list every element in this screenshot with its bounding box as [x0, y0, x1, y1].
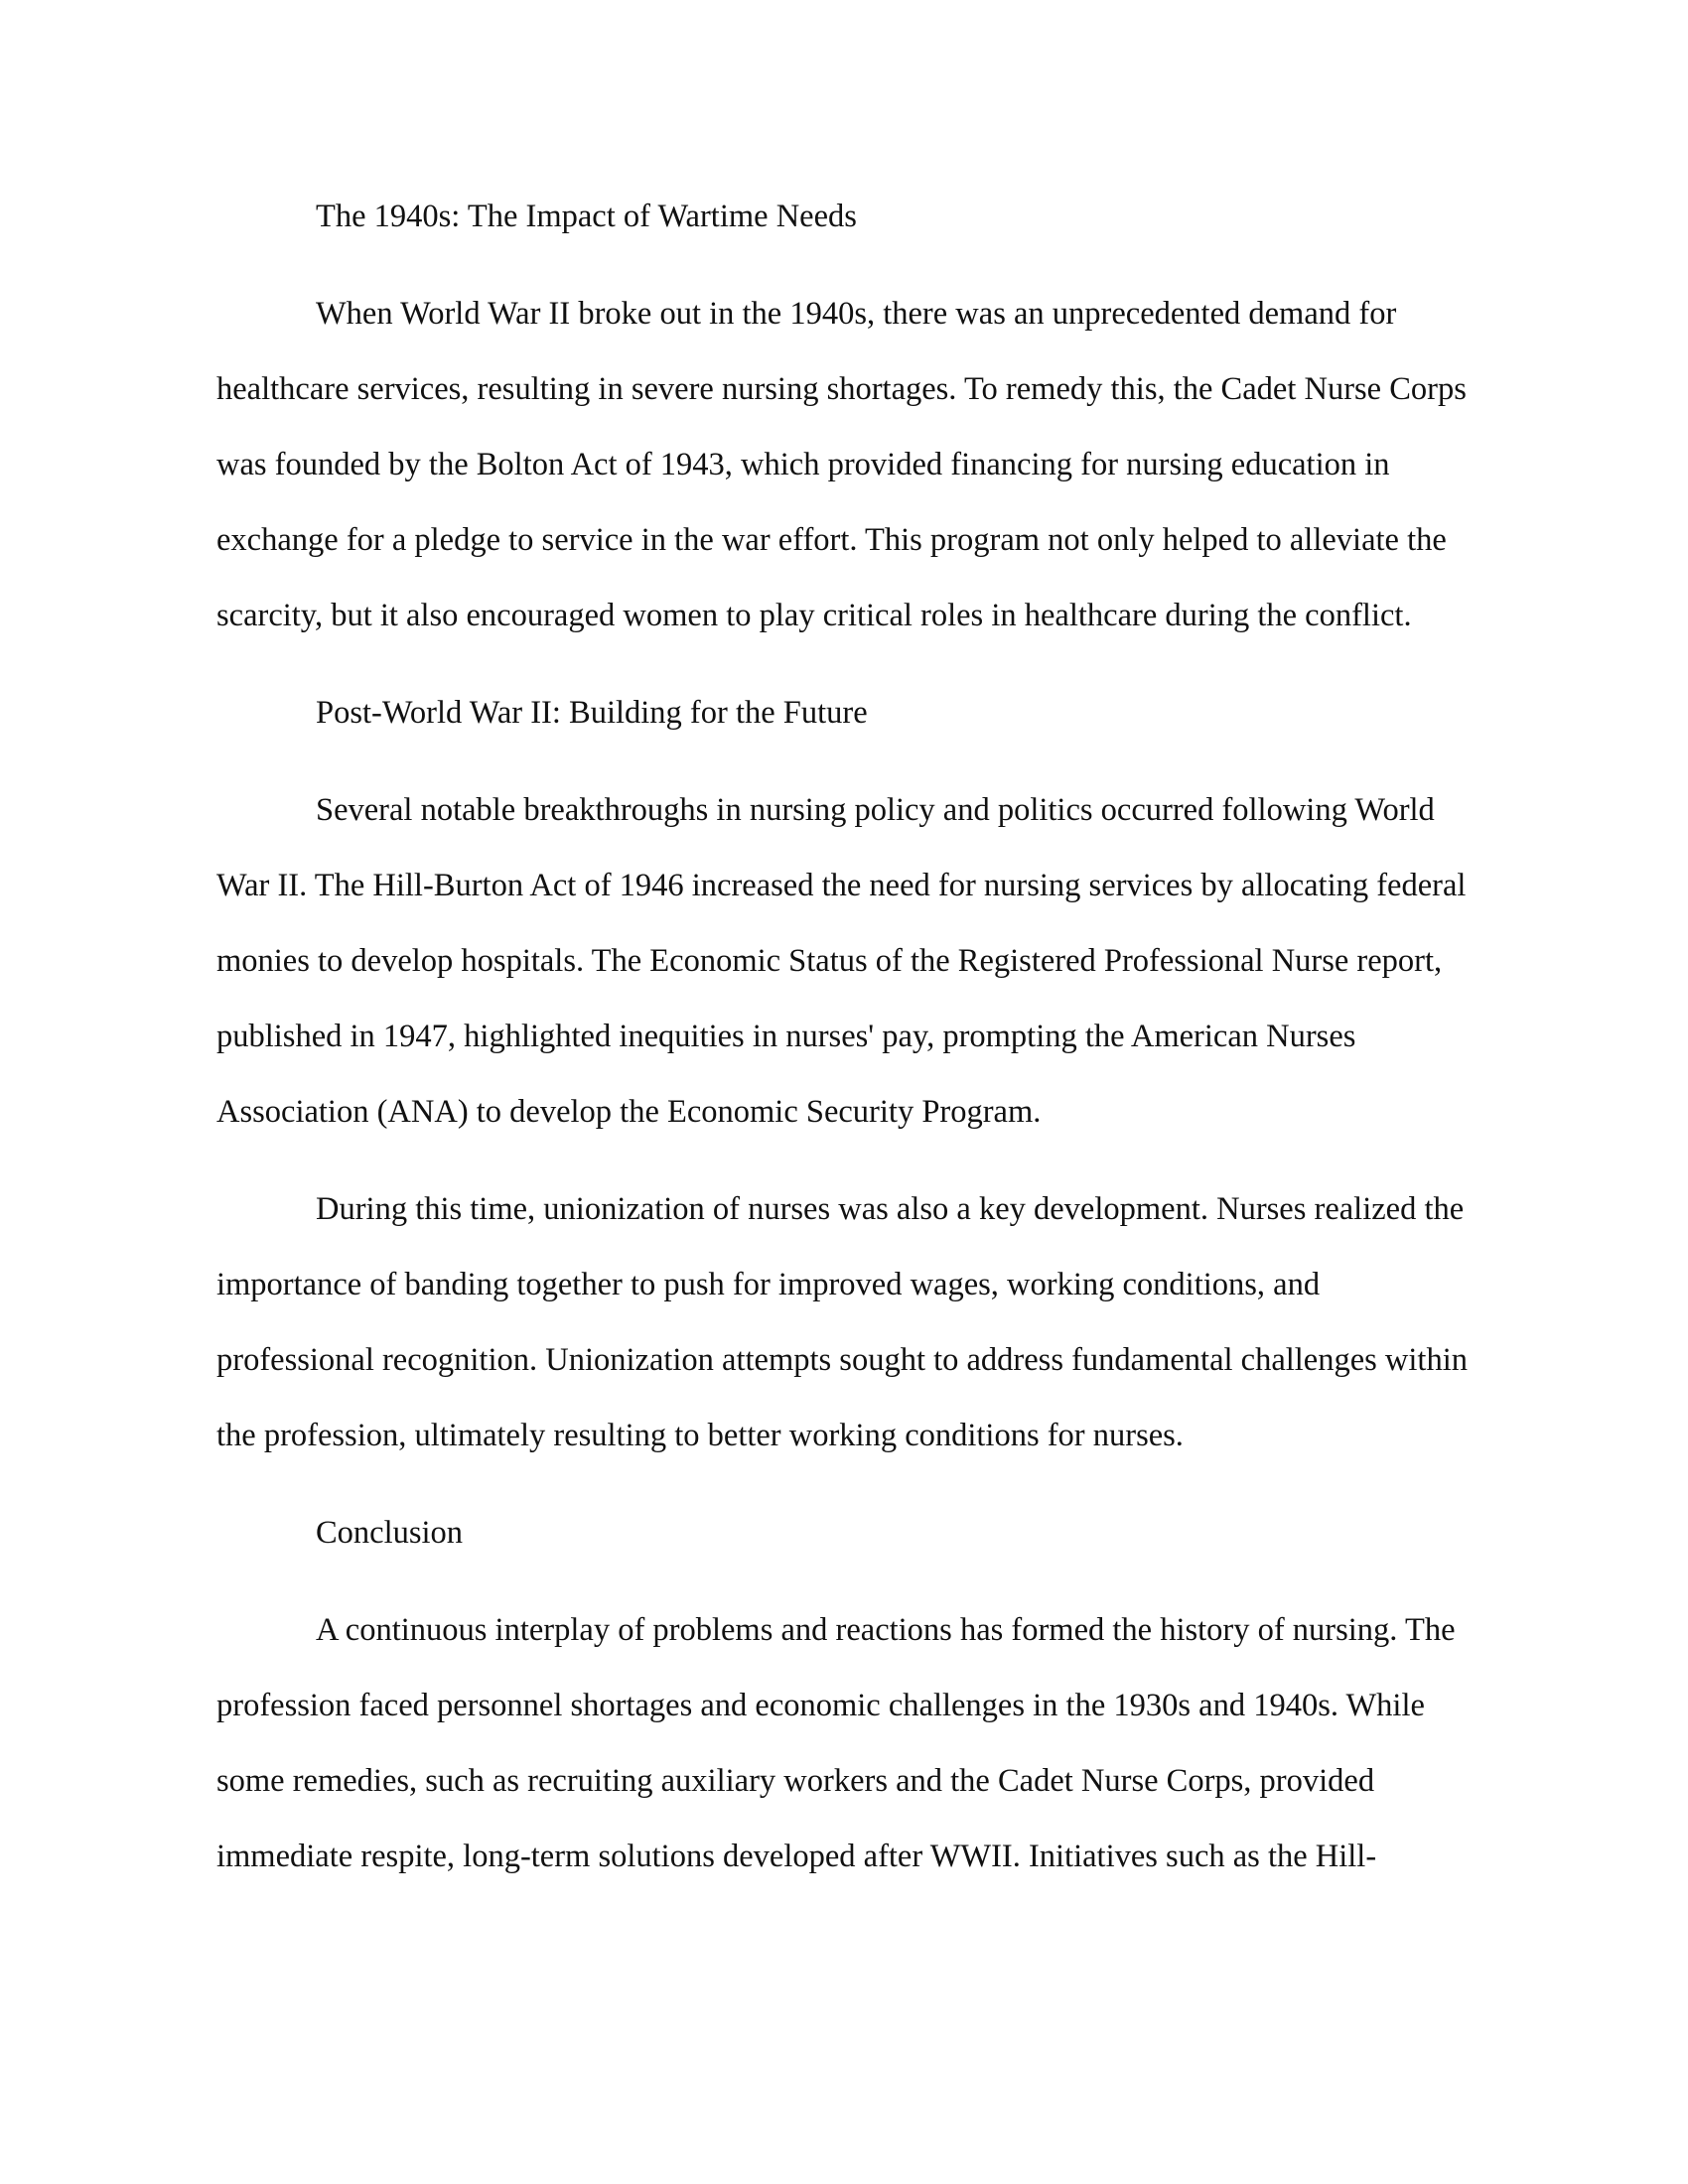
paragraph-wartime: When World War II broke out in the 1940s, there was an unprecedented demand for healthcare services, resulting in severe nursing shortages. To remedy this, the Cadet Nurse Corps was founded by the Bolton Act of 1943, which provided financing for nursing education in exchange for a pledge to service in the war effort. This program not only helped to alleviate the scarcity, but it also encouraged women to play critical roles in healthcare during the conflict.: [216, 296, 1467, 633]
paragraph-post-wwii: Several notable breakthroughs in nursing policy and politics occurred following World War II. The Hill-Burton Act of 1946 increased the need for nursing services by allocating federal monies to develop hospitals. The Economic Status of the Registered Professional Nurse report, published in 1947, highlighted inequities in nurses' pay, prompting the American Nurses Association (ANA) to develop the Economic Security Program.: [216, 792, 1467, 1130]
section-heading-1940s: The 1940s: The Impact of Wartime Needs: [316, 199, 857, 234]
paragraph-unionization: During this time, unionization of nurses was also a key development. Nurses realized the importance of banding together to push for improved wages, working conditions, and professional recognition. Unionization attempts sought to address fundamental challenges within the profession, ultimately resulting to better working conditions for nurses.: [216, 1191, 1468, 1453]
section-heading-post-wwii: Post-World War II: Building for the Future: [316, 695, 868, 731]
document-page: [216, 179, 1477, 1916]
section-heading-conclusion: Conclusion: [316, 1515, 464, 1551]
paragraph-conclusion: A continuous interplay of problems and reactions has formed the history of nursing. The profession faced personnel shortages and economic challenges in the 1930s and 1940s. While some remedies, such as recruiting auxiliary workers and the Cadet Nurse Corps, provided immediate respite, long-term solutions developed after WWII. Initiatives such as the Hill-: [216, 1612, 1456, 1874]
